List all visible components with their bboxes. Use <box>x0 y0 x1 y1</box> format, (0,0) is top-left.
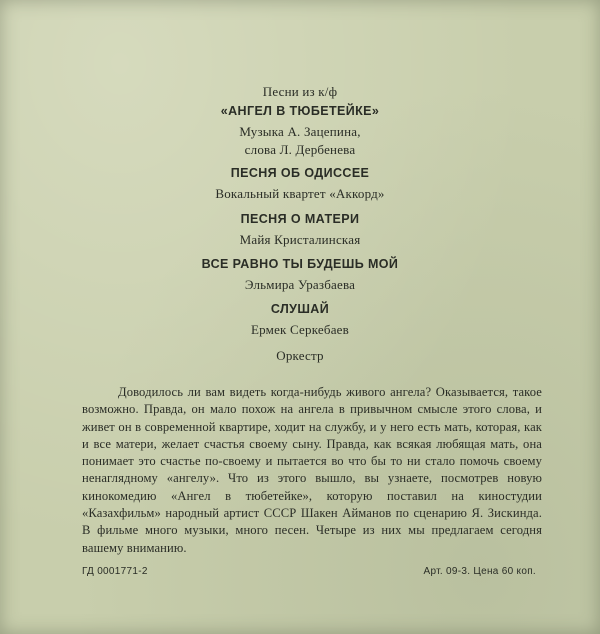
track-2-title: ПЕСНЯ О МАТЕРИ <box>240 212 360 226</box>
film-title: «АНГЕЛ В ТЮБЕТЕЙКЕ» <box>220 104 380 118</box>
price-label: Арт. 09-3. Цена 60 коп. <box>423 566 536 577</box>
track-2-performer: Майя Кристалинская <box>239 232 361 247</box>
music-credit: Музыка А. Зацепина, <box>239 124 361 139</box>
orchestra-label: Оркестр <box>276 348 324 363</box>
track-3-performer: Эльмира Уразбаева <box>244 277 356 292</box>
catalog-number: ГД 0001771-2 <box>82 566 148 577</box>
lyrics-credit: слова Л. Дербенева <box>244 142 356 157</box>
track-4-performer: Ермек Серкебаев <box>251 322 349 337</box>
film-description: Доводилось ли вам видеть когда-нибудь живого ангела? Оказывается, такое возможно. Правда, он мало похож на ангела в привычном смысле этого слова, и живет он в современной квартире, ходит на службу, и у него есть мать, которая, как и все матери, желает счастья своему сыну. Правда, как всякая любящая мать, она понимает это счастье по-своему и пытается во что бы то ни стало помочь своему ненаглядному «ангелу». Что из этого вышло, вы узнаете, посмотрев новую кинокомедию «Ангел в тюбетейке», которую поставил на киностудии «Казахфильм» народный артист СССР Шакен Айманов по сценарию Я. Зискинда. В фильме много музыки, много песен. Четыре из них мы предлагаем сегодня вашему вниманию. <box>82 385 542 555</box>
songs-from-film-label: Песни из к/ф <box>262 84 338 99</box>
track-4-title: СЛУШАЙ <box>270 302 330 316</box>
track-1-performer: Вокальный квартет «Аккорд» <box>215 186 385 201</box>
track-3-title: ВСЕ РАВНО ТЫ БУДЕШЬ МОЙ <box>201 257 399 271</box>
track-1-title: ПЕСНЯ ОБ ОДИССЕЕ <box>230 166 370 180</box>
